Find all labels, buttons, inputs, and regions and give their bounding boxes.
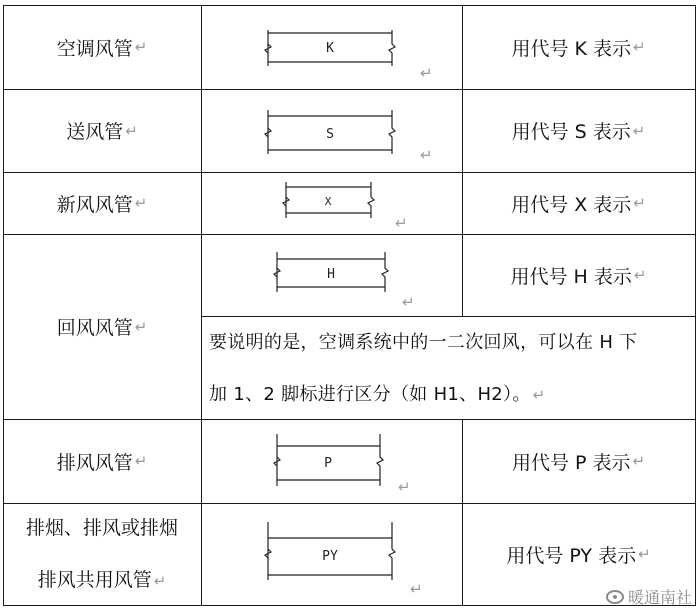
duct-code-k: K <box>326 41 334 56</box>
duct-paragraph-mark: ↵ <box>420 64 433 82</box>
duct-code-h: H <box>327 267 335 282</box>
row-huifeng-name: 回风风管 ↵ <box>56 317 148 339</box>
duct-symbol-x <box>281 180 381 220</box>
row-songfeng-name: 送风管 ↵ <box>66 121 138 143</box>
row-kongtiao-desc: 用代号 K 表示 ↵ <box>511 37 646 60</box>
row-paiyan-desc: 用代号 PY 表示 ↵ <box>506 544 651 567</box>
duct-symbol-h <box>272 250 397 294</box>
duct-paragraph-mark: ↵ <box>410 580 423 598</box>
duct-paragraph-mark: ↵ <box>398 478 411 496</box>
huifeng-note-line1: 要说明的是，空调系统中的一二次回风，可以在 H 下 <box>209 332 638 353</box>
row-kongtiao-name: 空调风管 ↵ <box>56 37 148 60</box>
row-xinfeng-desc: 用代号 X 表示 ↵ <box>511 193 646 216</box>
duct-code-s: S <box>326 127 334 142</box>
row-paifeng-desc: 用代号 P 表示 ↵ <box>511 451 646 474</box>
duct-symbol-s <box>262 108 402 156</box>
duct-code-p: P <box>324 456 332 471</box>
duct-code-x: X <box>324 195 332 208</box>
duct-paragraph-mark: ↵ <box>402 293 415 311</box>
huifeng-note-line2: 加 1、2 脚标进行区分（如 H1、H2）。 ↵ <box>209 384 546 405</box>
duct-symbol-k <box>262 28 402 68</box>
row-songfeng-desc: 用代号 S 表示 ↵ <box>511 121 646 143</box>
duct-symbol-py <box>262 520 402 582</box>
row-huifeng-desc: 用代号 H 表示 ↵ <box>510 265 647 288</box>
duct-paragraph-mark: ↵ <box>420 146 433 164</box>
watermark: 暖通南社 <box>606 585 692 608</box>
row-paifeng-name: 排风风管 ↵ <box>56 451 148 474</box>
weibo-icon <box>606 590 624 604</box>
row-xinfeng-name: 新风风管 ↵ <box>56 193 148 216</box>
duct-symbol-p <box>272 432 392 488</box>
duct-code-py: PY <box>322 549 338 564</box>
row-paiyan-name: 排烟、排风或排烟 排风共用风管 ↵ <box>25 516 178 591</box>
duct-paragraph-mark: ↵ <box>395 214 408 232</box>
